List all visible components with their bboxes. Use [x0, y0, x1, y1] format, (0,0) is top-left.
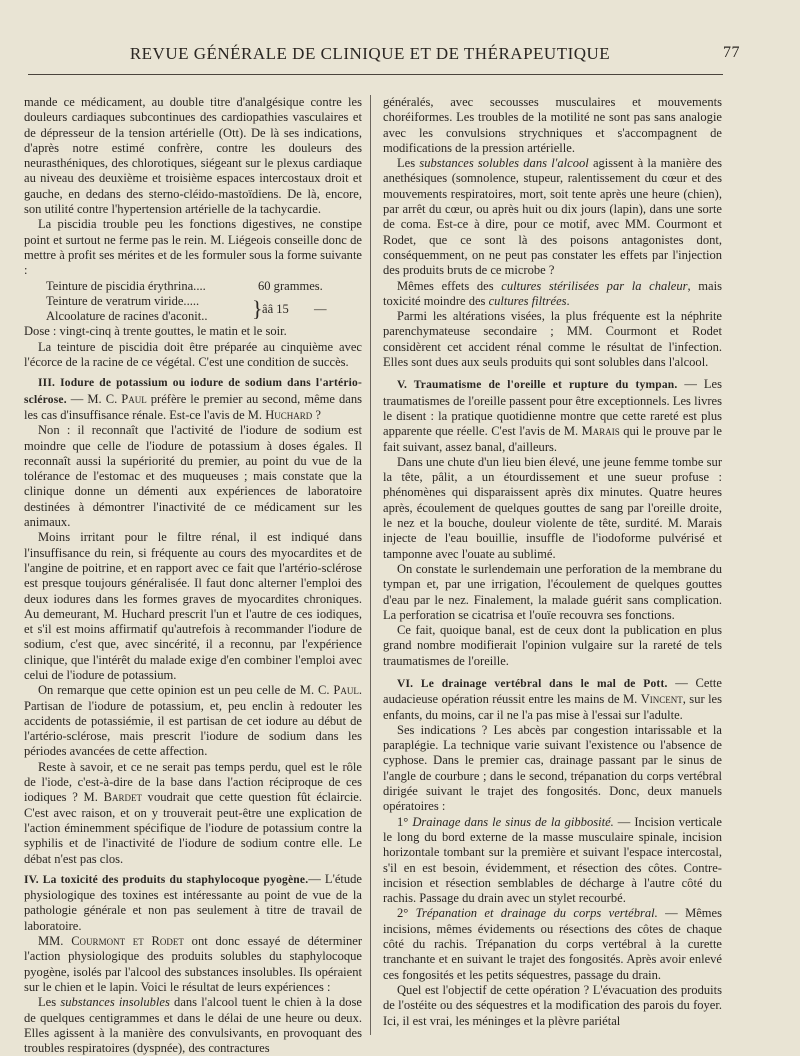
- section-iii: [24, 375, 362, 423]
- text-run: Mêmes effets des: [397, 278, 502, 293]
- italic-term: Trépanation et drainage du corps vertébral.: [415, 906, 658, 921]
- author-name: MM. Courmont et Rodet: [38, 934, 184, 949]
- paragraph: [383, 156, 722, 278]
- paragraph: mande ce médicament, au double titre d'analgésique contre les douleurs cardiaques subcontinues des cardiopathies vasculaires et de dépresseur de la tension artérielle (Ott). De là ses indications, d'après notre estimé confrère, contre les douleurs des neurasthéniques, des chlorotiques, siégeant sur le plexus cardiaque au niveau des deuxième et troisième espaces intercostaux droit et gauche, en dedans des sterno-cléido-mastoïdiens. De là, encore, son utilité contre l'hypertension artérielle de la tachycardie.: [24, 95, 362, 217]
- paragraph: On constate le surlendemain une perforation de la membrane du tympan et, par une irrigation, l'écoulement de quelques gouttes d'eau par le nez. Finalement, la malade guérit sans complication. La perforation se cicatrisa et l'ouïe recouvra ses fonctions.: [383, 561, 722, 622]
- italic-term: substances insolubles: [60, 995, 170, 1010]
- text-run: — M. C.: [66, 391, 122, 406]
- italic-term: cultures filtrées: [488, 293, 567, 308]
- formula-quantity: 60 grammes.: [258, 278, 323, 293]
- paragraph: [24, 683, 362, 759]
- column-divider: [370, 95, 371, 1035]
- paragraph: Quel est l'objectif de cette opération ? L'évacuation des produits de l'ostéite ou des séquestres et la modification des parois du foyer. Ici, il est vrai, les méninges et la plèvre pariétal: [383, 982, 722, 1028]
- paragraph: Moins irritant pour le filtre rénal, il est indiqué dans l'insuffisance du rein, si fréquente au cours des myocardites et de l'angine de poitrine, et en rapport avec ce fait que l'artério-sclérose est presque toujours généralisée. Il faut donc alterner l'emploi des deux iodures dans les formes graves de myocardites chroniques. Au demeurant, M. Huchard prescrit l'un et l'autre de ces iodiques, et s'il est moins affirmatif qu'autrefois à recommander l'iodure de sodium, c'est que, avec sincérité, il a reconnu, par l'expérience clinique, que l'intérêt du malade exige d'en combiner l'emploi avec celui de l'iodure de potassium.: [24, 530, 362, 682]
- section-heading: IV. La toxicité des produits du staphylocoque pyogène.: [24, 873, 309, 886]
- author-name: Bardet: [103, 790, 142, 805]
- formula-group: [46, 294, 362, 325]
- italic-term: substances solubles dans l'alcool: [419, 156, 589, 171]
- text-run: — Incision verticale le long du bord externe de la masse musculaire spinale, incision horizontale tombant sur la première et suivant l'espace intercostal, s'il en est besoin, évidemment, et résection des côtes. Contre-incision et résection semblables de décharge à l'autre côté du rachis. Passage du drain avec un stylet recourbé.: [383, 814, 722, 906]
- paragraph: [383, 279, 722, 310]
- paragraph: Parmi les altérations visées, la plus fréquente est la néphrite parenchymateuse secondaire ; MM. Courmont et Rodet considèrent cet accident rénal comme le résultat de l'infection. Elles sont dues aux seuls produits qui sont solubles dans l'alcool.: [383, 309, 722, 370]
- text-run: On remarque que cette opinion est un peu celle de M. C.: [38, 683, 334, 698]
- section-heading: V. Traumatisme de l'oreille et rupture du tympan.: [397, 379, 678, 392]
- formula-ingredient: Teinture de veratrum viride.....: [46, 293, 200, 308]
- text-run: voudrait que cette question fût éclaircie. C'est avec raison, et on y trouverait peut-être une explication de l'action éminemment spécifique de l'iodure de potassium contre la syphilis et de l'inactivité de l'iodure de sodium contre elle. Le débat n'est pas clos.: [24, 790, 363, 866]
- text-run: ?: [312, 407, 321, 422]
- header-rule: [28, 74, 723, 75]
- dose-line: Dose : vingt-cinq à trente gouttes, le matin et le soir.: [24, 324, 287, 339]
- text-run: préfère le premier au second, même dans les cas d'insuffisance rénale. Est-ce l'avis de M.: [24, 391, 362, 422]
- author-name: Paul: [333, 683, 359, 698]
- paragraph: [24, 760, 362, 867]
- formula-ingredient-stack: [46, 294, 252, 325]
- section-iv: [24, 872, 362, 934]
- paragraph: Dans une chute d'un lieu bien élevé, une jeune femme tombe sur la tête, pâlit, a un étourdissement et une sueur profuse : phénomènes qui disparaissent après dix minutes. Quatre heures après, écoulement de quelques gouttes de sang par l'oreille droite, le nez et la bouche, douleur violente de tête, surdité. M. Marais injecte de l'eau bouillie, insuffle de l'iodoforme pulvérisé et tamponne avec l'ouate au sublimé.: [383, 454, 722, 561]
- text-run: Les: [38, 995, 61, 1010]
- paragraph: Non : il reconnaît que l'activité de l'iodure de sodium est moindre que celle de l'iodure de potassium à doses égales. Il reconnaît aussi la supériorité du premier, au point du vue de la tolérance de l'estomac et des muqueuses ; mais constate que la clinique donne un démenti aux expériences de laboratoire destinées à démontrer l'inactivité de ce médicament sur les animaux.: [24, 423, 362, 530]
- formula-quantity: ââ 15: [262, 301, 289, 316]
- text-run: , sur les enfants, du moins, car il ne l'a pas mise à l'essai sur l'adulte.: [383, 692, 723, 722]
- italic-term: cultures stérilisées par la chaleur: [501, 278, 688, 293]
- right-column: [383, 95, 722, 1029]
- text-run: agissent à la manière des anethésiques (somnolence, stupeur, ralentissement du cœur et des mouvements respiratoires, mort, soit tente après une heure (chien), par arrêt du cœur, ou après huit ou dix jours (lapin), dans une sorte de coma. Est-ce à dire, pour ce motif, avec MM. Courmont et Rodet, que ce sont là des poisons antagonistes dont, conséquemment, on ne peut pas constater les effets par l'injection des produits bruts de ce microbe ?: [383, 156, 723, 278]
- text-run: Reste à savoir, et ce ne serait pas temps perdu, quel est le rôle de l'iode, c'est-à-dire de la base dans l'action réciproque de ces iodiques ? M.: [24, 759, 362, 805]
- paragraph: [24, 934, 362, 995]
- brace-glyph: }: [252, 296, 263, 322]
- text-run: 2°: [397, 906, 416, 921]
- text-run: .: [566, 293, 570, 308]
- paragraph: généralés, avec secousses musculaires et mouvements choréiformes. Les troubles de la motilité ne sont pas sans analogie avec les convulsions strychniques et s'accompagnent de modifications de la pression artérielle.: [383, 95, 722, 155]
- text-run: — L'étude physiologique des toxines est intéressante au point de vue de la pathologie générale et non pas seulement à titre de travail de laboratoire.: [24, 871, 363, 933]
- paragraph: [383, 815, 722, 907]
- text-run: 1°: [397, 814, 413, 829]
- paragraph: La teinture de piscidia doit être préparée au cinquième avec l'écorce de la racine de ce végétal. C'est une condition de succès.: [24, 339, 362, 370]
- prescription-formula: [46, 279, 362, 325]
- text-run: . Partisan de l'iodure de potassium, et, peu enclin à redouter les accidents de potassiémie, il est partisan de cet iodure au début de l'artério-sclérose, mais prescrit l'iodure de sodium dans les périodes avancées de cette affection.: [24, 683, 362, 759]
- text-run: , mais toxicité moindre des: [383, 278, 722, 308]
- section-v: [383, 377, 722, 454]
- left-column: [24, 95, 362, 1056]
- author-name: Vincent: [640, 692, 683, 707]
- author-name: Paul: [121, 391, 147, 406]
- paragraph: [24, 995, 362, 1056]
- text-run: dans l'alcool tuent le chien à la dose de quelques centigrammes et dans le délai de une heure ou deux. Elles agissent à la manière des convulsivants, en provoquant des troubles respiratoires (dyspnée), des contractures: [24, 995, 362, 1056]
- author-name: Huchard: [265, 407, 313, 422]
- formula-ingredient: Teinture de piscidia érythrina....: [46, 278, 206, 293]
- running-header: [20, 40, 740, 70]
- section-vi: [383, 676, 722, 723]
- paragraph: Ses indications ? Les abcès par congestion intarissable et la paraplégie. La technique varie suivant l'existence ou l'absence de cyphose. Dans le premier cas, drainage passant par le sinus de l'angle de courbure ; dans le second, trépanation du corps vertébral dirigée suivant le trajet des fongosités. Donc, deux manuels opératoires :: [383, 722, 722, 814]
- journal-title: REVUE GÉNÉRALE DE CLINIQUE ET DE THÉRAPEUTIQUE: [129, 44, 611, 63]
- author-name: Marais: [581, 424, 620, 439]
- paragraph: [383, 906, 722, 982]
- formula-ingredient: Alcoolature de racines d'aconit..: [46, 309, 208, 324]
- paragraph: La piscidia trouble peu les fonctions digestives, ne constipe point et surtout ne ferme pas le rein. M. Liégeois conseille donc de mettre à profit ses mérites et de les formuler sous la forme suivante :: [24, 217, 362, 278]
- italic-term: Drainage dans le sinus de la gibbosité.: [412, 814, 614, 829]
- text-run: ont donc essayé de déterminer l'action physiologique des produits solubles du staphylocoque pyogène, isolés par l'alcool des substances insolubles. Ils opéraient sur le chien et le lapin. Voici le résultat de leurs expériences :: [24, 934, 362, 994]
- formula-unit-dash: —: [314, 301, 327, 316]
- paragraph: Ce fait, quoique banal, est de ceux dont la publication en plus grand nombre modifierait l'opinion vulgaire sur la rareté de tels traumatismes de l'oreille.: [383, 623, 722, 668]
- text-run: — Cette audacieuse opération réussit entre les mains de M.: [383, 675, 722, 707]
- formula-line: [46, 279, 362, 294]
- text-run: — Les traumatismes de l'oreille passent pour être exceptionnels. Les livres le disent : la pratique quotidienne montre que cette rareté est plus apparente que réelle. C'est l'avis de M.: [383, 377, 722, 439]
- page-number: 77: [723, 44, 740, 61]
- text-run: Les: [397, 156, 420, 171]
- text-run: qui le prouve par le fait suivant, assez banal, d'ailleurs.: [383, 424, 723, 454]
- section-heading: VI. Le drainage vertébral dans le mal de Pott.: [397, 677, 668, 690]
- section-heading: III. Iodure de potassium ou iodure de sodium dans l'artério-sclérose.: [24, 377, 362, 406]
- text-run: — Mêmes incisions, mêmes évidements ou résections des côtes de chaque côté du rachis. Trépanation du corps vertébral à la curette tranchante et en suivant le trajet des fongosités. Après avoir enlevé ces fongosités et les petits séquestres, passage du drain.: [383, 906, 722, 982]
